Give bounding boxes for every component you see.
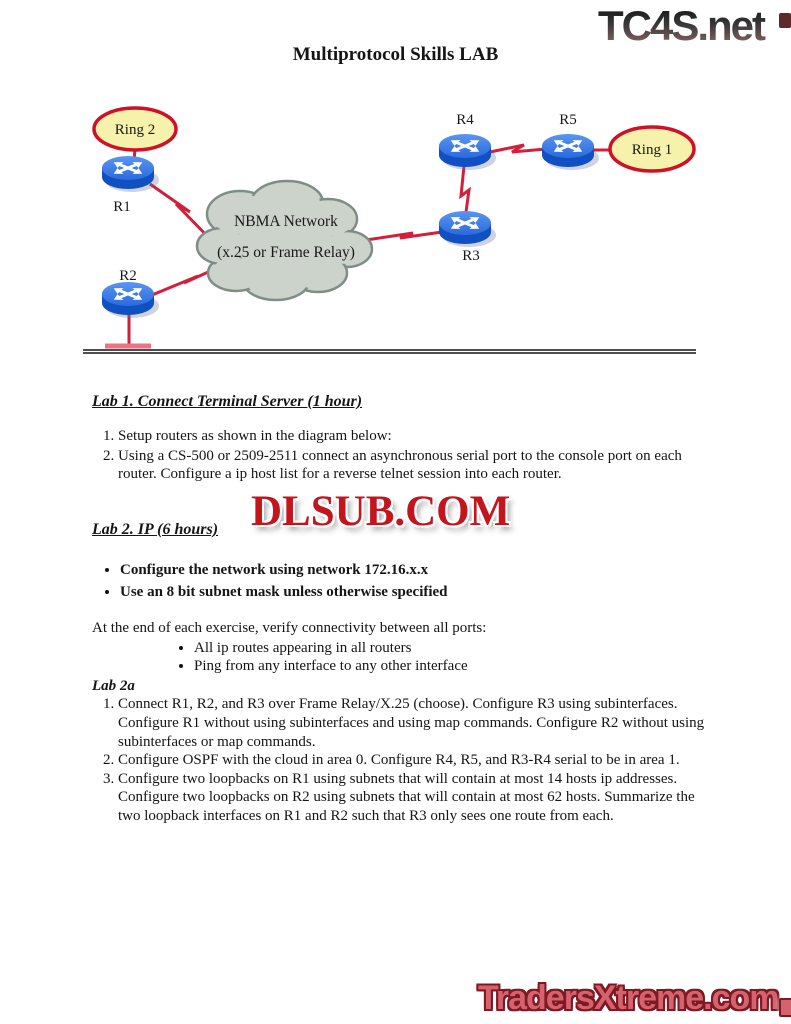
- cloud-label-line2: (x.25 or Frame Relay): [217, 244, 355, 261]
- router-r3-label: R3: [462, 248, 480, 264]
- cloud-label-line1: NBMA Network: [234, 213, 338, 230]
- lab2a-item: 2. Configure OSPF with the cloud in area 0. Configure R4, R5, and R3-R4 serial to be in area 1.: [118, 751, 714, 770]
- ring-2-label: Ring 2: [114, 122, 156, 138]
- router-r5-label: R5: [559, 112, 577, 128]
- router-r2-icon: [102, 282, 159, 318]
- link-cloud-r3: [366, 232, 442, 240]
- tradersxtreme-watermark: TradersXtreme.com: [478, 979, 779, 1017]
- document-body: [92, 392, 714, 826]
- verify-intro: At the end of each exercise, verify connectivity between all ports:: [92, 619, 487, 636]
- link-r4-r5: [490, 145, 546, 152]
- router-r2-label: R2: [119, 268, 137, 284]
- lab2-bold-bullets: [92, 561, 714, 602]
- router-r5-icon: [542, 134, 599, 170]
- lab2a-item: 3. Configure two loopbacks on R1 using subnets that will contain at most 14 hosts ip addresses. Configure two loopbacks on R2 using subnets that will contain at most 62 hosts. Summarize the two loopback interfaces on R1 and R2 such that R3 only sees one route from each.: [118, 770, 714, 826]
- verify-bullets: [92, 639, 714, 676]
- link-r3-r4: [461, 166, 469, 212]
- tc4s-logo: TC4S.net: [598, 2, 778, 50]
- router-r4-icon: [439, 134, 496, 170]
- bullet-item: • All ip routes appearing in all routers: [194, 639, 714, 658]
- router-r1-label: R1: [113, 199, 131, 215]
- lab1-heading: Lab 1. Connect Terminal Server (1 hour): [92, 393, 363, 410]
- bullet-item: • Configure the network using network 172.16.x.x: [120, 561, 714, 580]
- lab1-list: [92, 427, 714, 484]
- watermark-corner-square: [779, 998, 791, 1017]
- ring-1-label: Ring 1: [631, 142, 673, 158]
- network-diagram: [0, 0, 791, 370]
- lab2a-list: [92, 695, 714, 825]
- router-r3-icon: [439, 211, 496, 247]
- lab2-heading: Lab 2. IP (6 hours): [92, 520, 219, 538]
- bullet-item: • Use an 8 bit subnet mask unless otherwise specified: [120, 583, 714, 602]
- dlsub-watermark: DLSUB.COM: [251, 488, 511, 535]
- router-r4-label: R4: [456, 112, 474, 128]
- lab2a-heading: Lab 2a: [92, 677, 135, 694]
- lab2a-item: 1. Connect R1, R2, and R3 over Frame Relay/X.25 (choose). Configure R3 using subinterfaces. Configure R1 without using subinterfaces and using map commands. Configure R2 without using subinterfaces or map commands.: [118, 695, 714, 751]
- bullet-item: • Ping from any interface to any other interface: [194, 657, 714, 676]
- lab1-item: 1. Setup routers as shown in the diagram below:: [118, 427, 714, 446]
- nbma-cloud: [197, 181, 372, 300]
- section-divider: [83, 350, 696, 353]
- router-r1-icon: [102, 156, 159, 192]
- page-title: Multiprotocol Skills LAB: [292, 44, 499, 65]
- lab1-item: 2. Using a CS-500 or 2509-2511 connect an asynchronous serial port to the console port on each router. Configure a ip host list for a reverse telnet session into each router.: [118, 447, 714, 484]
